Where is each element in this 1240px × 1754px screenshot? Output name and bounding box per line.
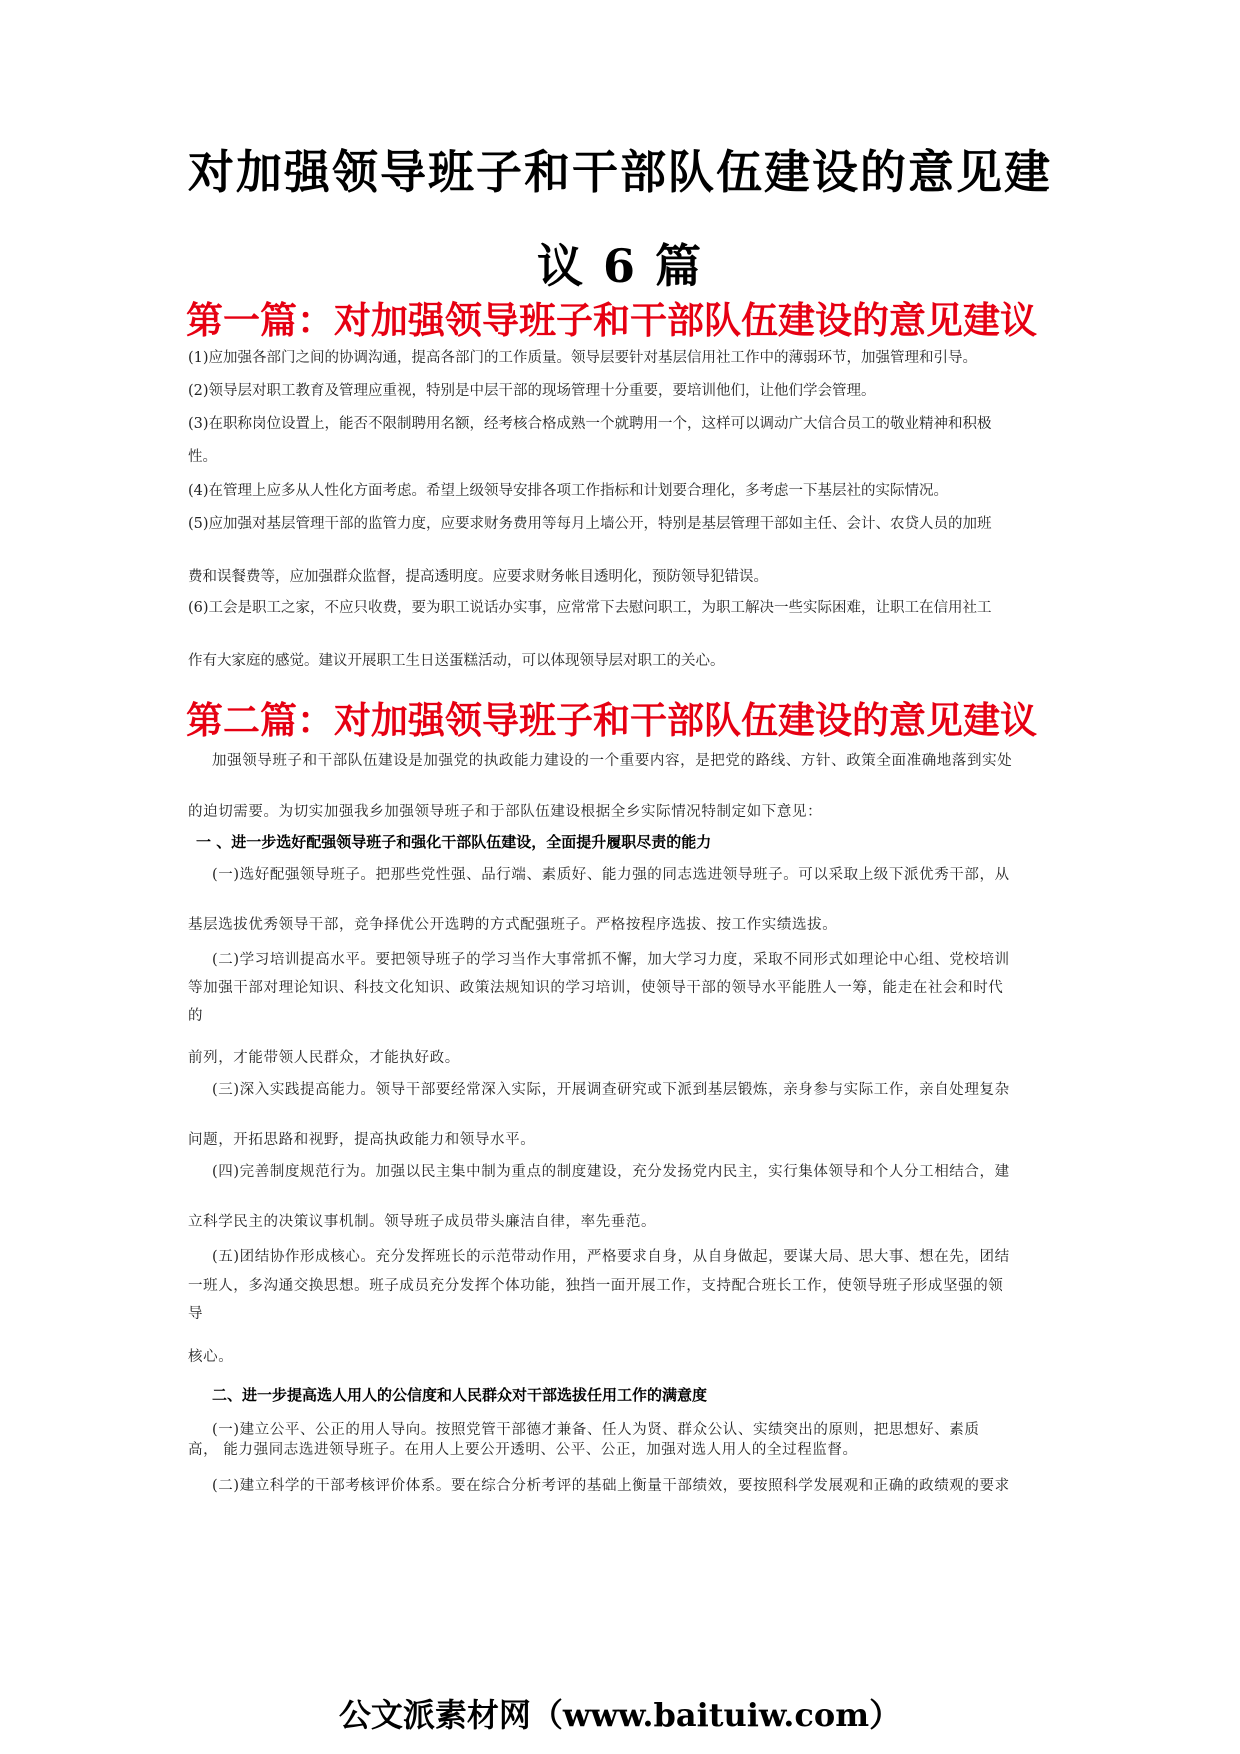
paragraph-line: 立科学民主的决策议事机制。领导班子成员带头廉洁自律，率先垂范。 — [188, 1214, 657, 1230]
paragraph-line: 前列，才能带领人民群众，才能执好政。 — [188, 1050, 460, 1066]
paragraph-line: 等加强干部对理论知识、科技文化知识、政策法规知识的学习培训，使领导干部的领导水平能胜人一筹，能走在社会和时代 — [188, 980, 1004, 996]
paragraph-line: (6)工会是职工之家，不应只收费，要为职工说话办实事，应常常下去慰问职工，为职工解决一些实际困难，让职工在信用社工 — [188, 600, 992, 616]
paragraph-line: (2)领导层对职工教育及管理应重视，特别是中层干部的现场管理十分重要，要培训他们，让他们学会管理。 — [188, 383, 876, 399]
paragraph-line: (3)在职称岗位设置上，能否不限制聘用名额，经考核合格成熟一个就聘用一个，这样可以调动广大信合员工的敬业精神和积极 — [188, 416, 992, 432]
section1-heading: 第一篇：对加强领导班子和干部队伍建设的意见建议 — [186, 298, 1037, 342]
paragraph-line: 高， 能力强同志选进领导班子。在用人上要公开透明、公平、公正，加强对选人用人的全过程监督。 — [188, 1442, 858, 1458]
paragraph-line: 导 — [188, 1306, 204, 1322]
paragraph-line: 加强领导班子和干部队伍建设是加强党的执政能力建设的一个重要内容，是把党的路线、方针、政策全面准确地落到实处 — [212, 753, 1013, 769]
paragraph-line: (一)建立公平、公正的用人导向。按照党管干部德才兼备、任人为贤、群众公认、实绩突出的原则，把思想好、素质 — [212, 1422, 980, 1438]
paragraph-line: (二)建立科学的干部考核评价体系。要在综合分析考评的基础上衡量干部绩效，要按照科学发展观和正确的政绩观的要求 — [212, 1478, 1010, 1494]
paragraph-line: 基层选拔优秀领导干部，竞争择优公开选聘的方式配强班子。严格按程序选拔、按工作实绩选拔。 — [188, 917, 838, 933]
paragraph-line: (1)应加强各部门之间的协调沟通，提高各部门的工作质量。领导层要针对基层信用社工作中的薄弱环节，加强管理和引导。 — [188, 350, 978, 366]
paragraph-line: (二)学习培训提高水平。要把领导班子的学习当作大事常抓不懈，加大学习力度，采取不同形式如理论中心组、党校培训 — [212, 952, 1010, 968]
paragraph-line: 的迫切需要。为切实加强我乡加强领导班子和于部队伍建设根据全乡实际情况特制定如下意见： — [188, 804, 823, 820]
paragraph-line: (5)应加强对基层管理干部的监管力度，应要求财务费用等每月上墙公开，特别是基层管理干部如主任、会计、农贷人员的加班 — [188, 516, 992, 532]
doc-title-line2: 议 6 篇 — [536, 239, 704, 293]
paragraph-line: (五)团结协作形成核心。充分发挥班长的示范带动作用，严格要求自身，从自身做起，要谋大局、思大事、想在先，团结 — [212, 1249, 1010, 1265]
paragraph-line: 一班人，多沟通交换思想。班子成员充分发挥个体功能，独挡一面开展工作，支持配合班长工作，使领导班子形成坚强的领 — [188, 1278, 1004, 1294]
paragraph-line: (四)完善制度规范行为。加强以民主集中制为重点的制度建设，充分发扬党内民主，实行集体领导和个人分工相结合，建 — [212, 1164, 1010, 1180]
section2-heading: 第二篇：对加强领导班子和干部队伍建设的意见建议 — [186, 698, 1037, 742]
doc-title-line1: 对加强领导班子和干部队伍建设的意见建 — [188, 145, 1052, 199]
paragraph-line: 问题，开拓思路和视野，提高执政能力和领导水平。 — [188, 1132, 536, 1148]
paragraph-line: 核心。 — [188, 1349, 234, 1365]
paragraph-line: 的 — [188, 1008, 204, 1024]
paragraph-line: 性。 — [188, 449, 217, 465]
paragraph-line: (三)深入实践提高能力。领导干部要经常深入实际，开展调查研究或下派到基层锻炼，亲身参与实际工作，亲自处理复杂 — [212, 1082, 1010, 1098]
paragraph-line: 作有大家庭的感觉。建议开展职工生日送蛋糕活动，可以体现领导层对职工的关心。 — [188, 653, 725, 669]
footer-watermark: 公文派素材网（www.baituiw.com） — [338, 1696, 902, 1734]
subheading: 二、进一步提高选人用人的公信度和人民群众对干部选拔任用工作的满意度 — [212, 1386, 708, 1404]
paragraph-line: (一)选好配强领导班子。把那些党性强、品行端、素质好、能力强的同志选进领导班子。可以采取上级下派优秀干部，从 — [212, 867, 1010, 883]
subheading: 一 、进一步选好配强领导班子和强化干部队伍建设，全面提升履职尽责的能力 — [196, 833, 712, 851]
paragraph-line: (4)在管理上应多从人性化方面考虑。希望上级领导安排各项工作指标和计划要合理化，多考虑一下基层社的实际情况。 — [188, 483, 949, 499]
paragraph-line: 费和误餐费等，应加强群众监督，提高透明度。应要求财务帐目透明化，预防领导犯错误。 — [188, 569, 768, 585]
